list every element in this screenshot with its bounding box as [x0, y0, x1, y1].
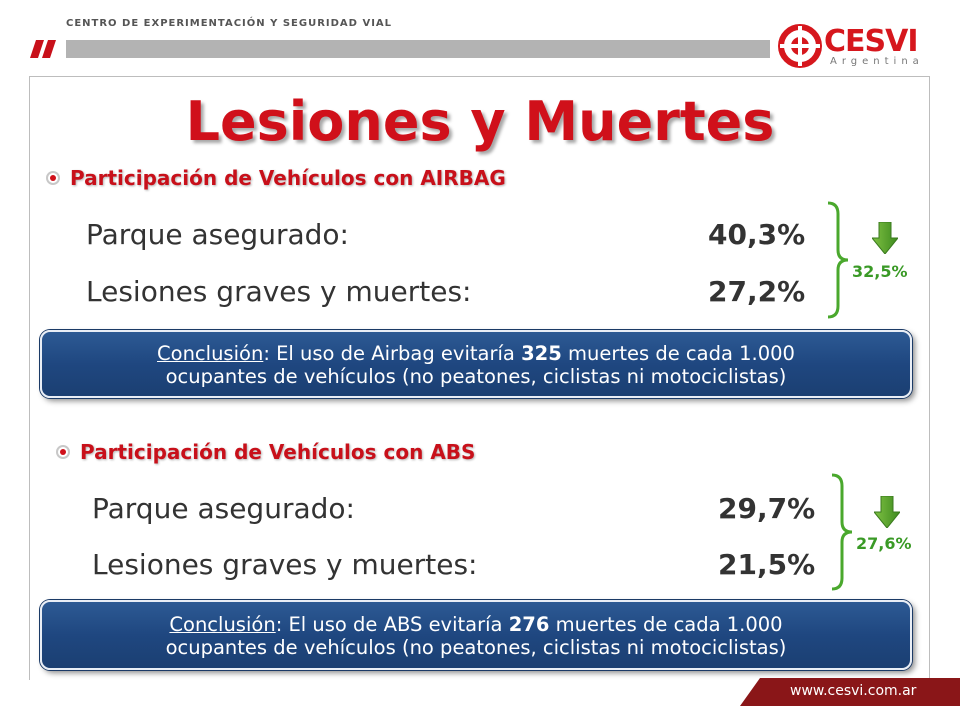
org-name: CENTRO DE EXPERIMENTACIÓN Y SEGURIDAD VIAL	[66, 18, 393, 29]
airbag-lesiones-label: Lesiones graves y muertes:	[86, 275, 472, 308]
bracket-icon	[826, 200, 852, 320]
down-arrow-icon	[874, 496, 900, 528]
abs-parque-label: Parque asegurado:	[92, 492, 355, 525]
abs-conclusion-line2: ocupantes de vehículos (no peatones, ciclistas ni motociclistas)	[165, 636, 787, 659]
abs-conclusion-text: : El uso de ABS evitaría	[275, 613, 509, 636]
website-url[interactable]: www.cesvi.com.ar	[790, 683, 917, 699]
abs-heading: Participación de Vehículos con ABS	[80, 440, 476, 464]
abs-lesiones-label: Lesiones graves y muertes:	[92, 548, 478, 581]
abs-conclusion-text-end: muertes de cada 1.000	[549, 613, 783, 636]
airbag-conclusion-box	[40, 330, 912, 398]
airbag-conclusion-text: : El uso de Airbag evitaría	[263, 342, 522, 365]
abs-difference: 27,6%	[856, 534, 912, 553]
airbag-lesiones-value: 27,2%	[708, 275, 806, 308]
abs-parque-value: 29,7%	[718, 492, 816, 525]
airbag-conclusion-line2: ocupantes de vehículos (no peatones, ciclistas ni motociclistas)	[165, 365, 787, 388]
airbag-parque-label: Parque asegurado:	[86, 218, 349, 251]
airbag-conclusion-line1	[42, 342, 910, 365]
abs-conclusion-prefix: Conclusión	[169, 613, 276, 636]
page-title: Lesiones y Muertes	[185, 90, 775, 153]
airbag-difference: 32,5%	[852, 262, 908, 281]
logo-icon	[778, 24, 822, 68]
cesvi-logo	[778, 22, 938, 72]
abs-lesiones-value: 21,5%	[718, 548, 816, 581]
logo-subtext: Argentina	[830, 56, 924, 67]
bracket-icon	[830, 472, 856, 592]
abs-heading-row	[56, 440, 475, 464]
down-arrow-icon	[872, 222, 898, 254]
airbag-conclusion-number: 325	[521, 342, 562, 365]
bullet-icon	[46, 171, 60, 185]
airbag-heading-row	[46, 166, 506, 190]
header-bar	[66, 40, 770, 58]
header-stripes-icon	[30, 40, 62, 58]
airbag-conclusion-text-end: muertes de cada 1.000	[561, 342, 795, 365]
abs-conclusion-number: 276	[508, 613, 550, 636]
airbag-heading: Participación de Vehículos con AIRBAG	[70, 166, 506, 190]
bullet-icon	[56, 445, 70, 459]
abs-conclusion-box	[40, 600, 912, 670]
abs-conclusion-line1	[42, 613, 910, 636]
airbag-parque-value: 40,3%	[708, 218, 806, 251]
logo-text: CESVI	[824, 24, 918, 59]
airbag-conclusion-prefix: Conclusión	[157, 342, 264, 365]
